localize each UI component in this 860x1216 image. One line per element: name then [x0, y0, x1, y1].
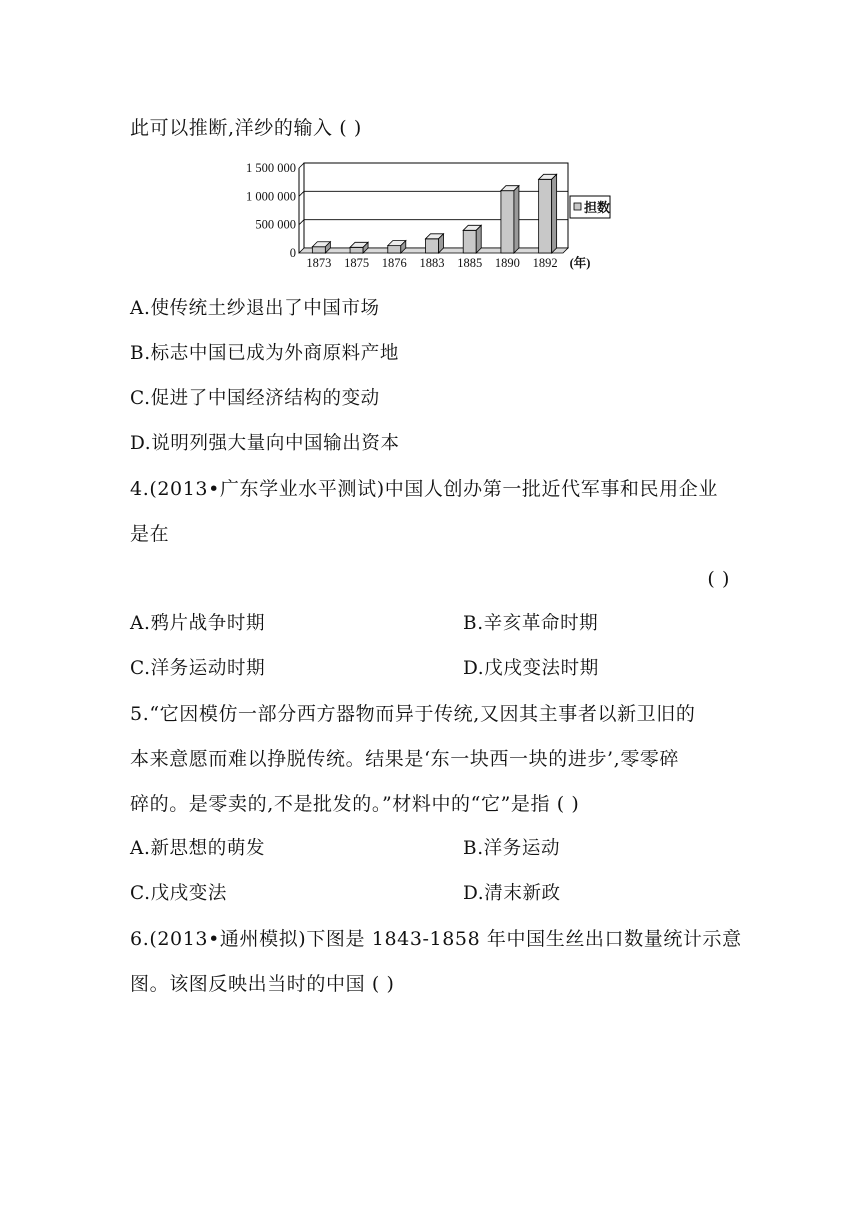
q5-option-c: C.戊戌变法 [130, 883, 227, 904]
bar-side-1892 [552, 174, 557, 253]
bar-1876 [388, 246, 401, 253]
q5-option-a: A.新思想的萌发 [130, 838, 266, 859]
q6-stem-line1: 6.(2013•通州模拟)下图是 1843-1858 年中国生丝出口数量统计示意 [130, 928, 742, 950]
q4-option-c: C.洋务运动时期 [130, 658, 266, 679]
y-tick-label: 1 500 000 [246, 161, 296, 175]
q5-stem-line1: 5.“它因模仿一部分西方器物而异于传统,又因其主事者以新卫旧的 [130, 703, 696, 725]
x-tick-label-1892: 1892 [532, 256, 558, 270]
x-tick-label-1883: 1883 [419, 256, 445, 270]
bar-1883 [426, 239, 439, 253]
q3-option-c: C.促进了中国经济结构的变动 [130, 388, 380, 409]
bar-1873 [312, 247, 325, 253]
x-tick-label-1876: 1876 [381, 256, 407, 270]
gridline-side [299, 220, 304, 225]
q3-option-d: D.说明列强大量向中国输出资本 [130, 433, 400, 454]
bar-side-1885 [476, 225, 481, 253]
legend-label: 担数 [584, 200, 611, 215]
q5-option-d: D.清末新政 [463, 883, 561, 904]
x-axis-unit: (年) [569, 256, 591, 270]
bar-1885 [463, 230, 476, 253]
legend-swatch [574, 203, 581, 210]
y-tick-label: 0 [289, 246, 296, 260]
q5-option-b: B.洋务运动 [463, 838, 561, 859]
x-tick-label-1873: 1873 [306, 256, 332, 270]
q4-stem-line2: 是在 [130, 523, 170, 545]
question-3-stem-tail: 此可以推断,洋纱的输入 ( ) [130, 117, 362, 139]
q5-stem-line2: 本来意愿而难以挣脱传统。结果是‘东一块西一块的进步’,零零碎 [130, 748, 680, 770]
gridline-side [299, 191, 304, 196]
q4-option-d: D.戊戌变法时期 [463, 658, 599, 679]
bar-1892 [539, 179, 552, 253]
q3-option-a: A.使传统土纱退出了中国市场 [130, 298, 380, 319]
x-tick-label-1890: 1890 [494, 256, 520, 270]
q4-option-a: A.鸦片战争时期 [130, 613, 266, 634]
y-tick-label: 1 000 000 [246, 189, 296, 204]
y-axis-corner [299, 163, 304, 168]
q4-stem-line1: 4.(2013•广东学业水平测试)中国人创办第一批近代军事和民用企业 [130, 478, 718, 500]
q4-answer-paren: ( ) [707, 568, 730, 590]
q4-option-b: B.辛亥革命时期 [463, 613, 599, 634]
bar-1875 [350, 247, 363, 253]
x-tick-label-1875: 1875 [344, 256, 370, 270]
q3-option-b: B.标志中国已成为外商原料产地 [130, 343, 399, 364]
y-tick-label: 500 000 [255, 217, 296, 232]
q6-stem-line2: 图。该图反映出当时的中国 ( ) [130, 973, 395, 995]
q5-stem-line3: 碎的。是零卖的,不是批发的。”材料中的“它”是指 ( ) [130, 793, 580, 815]
bar-1890 [501, 191, 514, 253]
bar-side-1890 [514, 186, 519, 253]
x-tick-label-1885: 1885 [457, 256, 483, 270]
cotton-yarn-import-chart [232, 158, 612, 270]
